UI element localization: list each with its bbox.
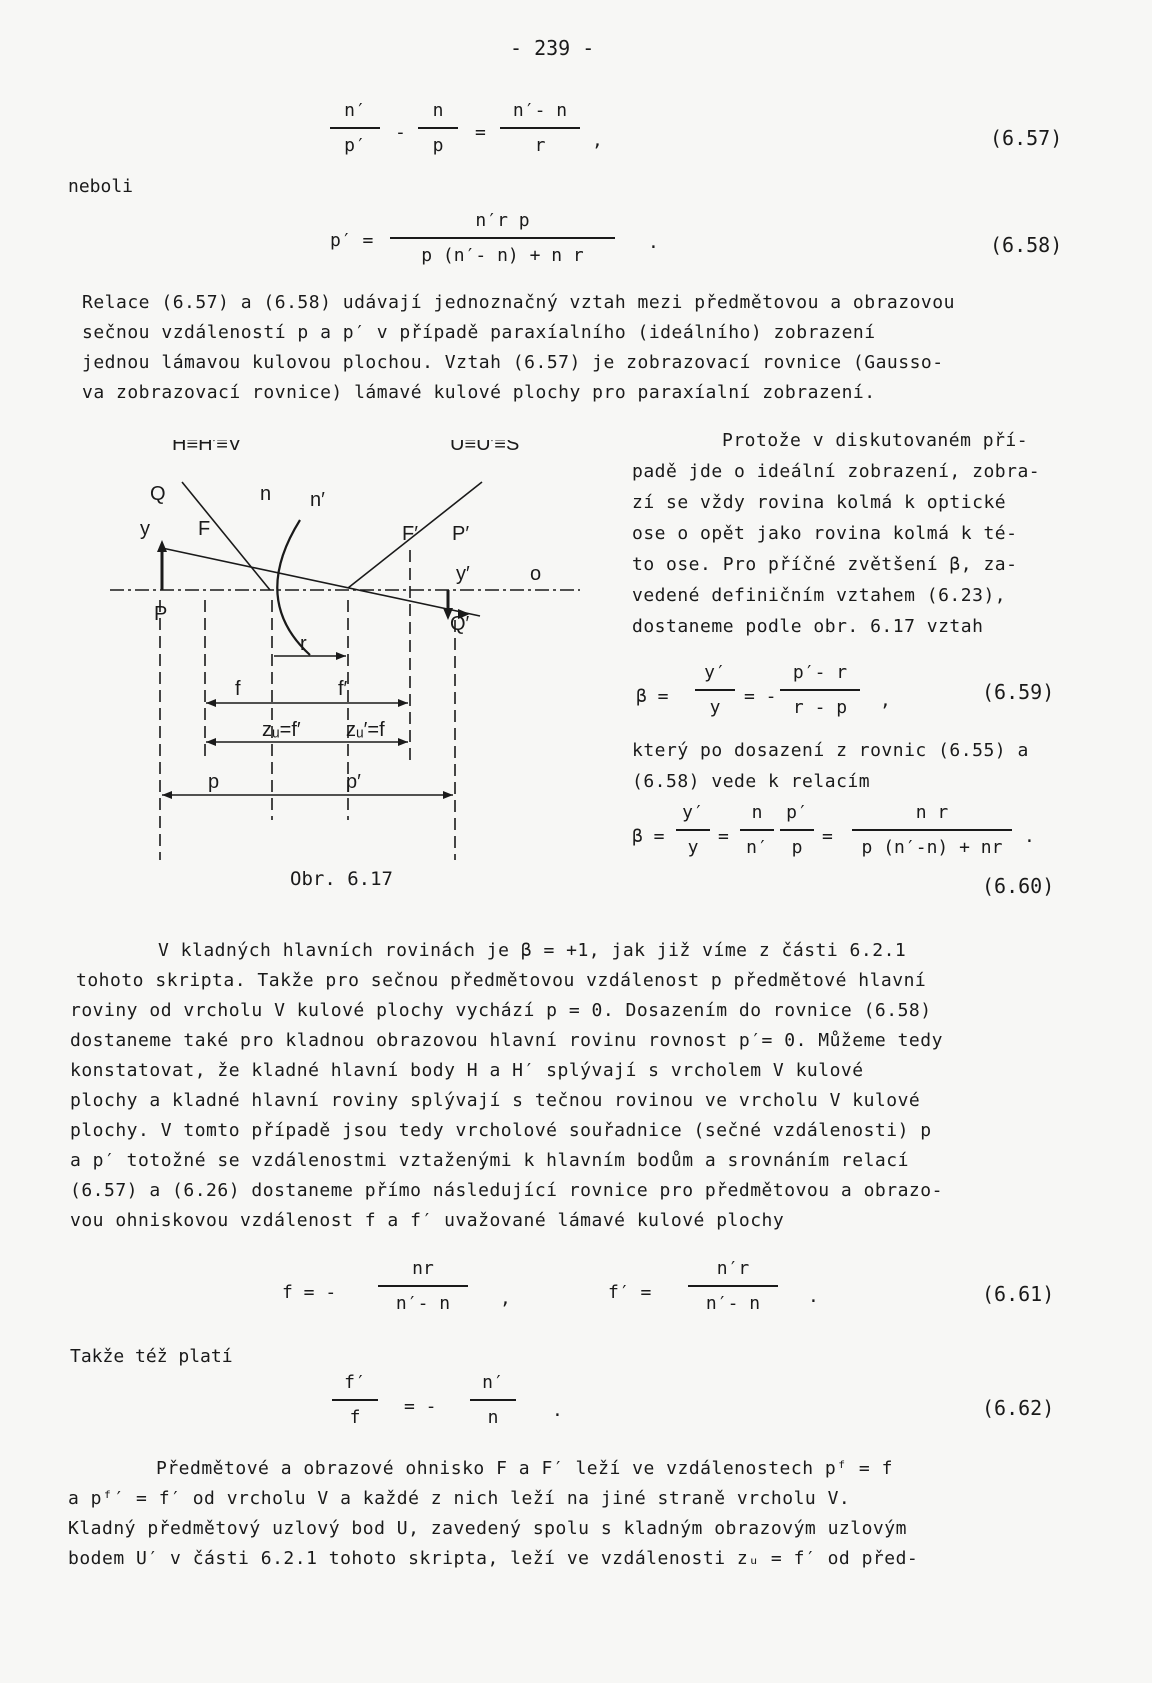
svg-text:n: n — [260, 483, 272, 505]
svg-text:P′: P′ — [452, 523, 470, 545]
svg-text:P: P — [154, 603, 168, 625]
takze-text: Takže též platí — [70, 1346, 233, 1367]
fraction-n-prime-p-prime: n′ p′ — [330, 100, 380, 156]
svg-text:y: y — [140, 518, 150, 540]
svg-text:Q: Q — [150, 483, 166, 505]
equation-number: (6.61) — [982, 1282, 1055, 1306]
equation-number: (6.60) — [982, 874, 1055, 898]
svg-text:F′: F′ — [402, 523, 418, 545]
ray-line — [162, 548, 480, 616]
leader-line-hhv — [182, 482, 270, 590]
figure-caption: Obr. 6.17 — [290, 868, 393, 890]
svg-text:zᵤ′=f: zᵤ′=f — [346, 719, 385, 741]
equation-number: (6.58) — [990, 233, 1063, 257]
equation-number: (6.59) — [982, 680, 1055, 704]
label-hhv: H≡H′≡V — [172, 440, 242, 455]
svg-text:r: r — [300, 633, 307, 655]
optics-diagram — [110, 440, 590, 900]
svg-text:f: f — [235, 678, 241, 700]
equation-number: (6.57) — [990, 126, 1063, 150]
svg-text:p: p — [208, 771, 220, 793]
figure-6-17 — [110, 440, 590, 900]
svg-text:Q′: Q′ — [450, 613, 470, 635]
svg-text:o: o — [530, 563, 542, 585]
neboli-text: neboli — [68, 176, 134, 197]
svg-text:f′: f′ — [338, 678, 348, 700]
svg-text:n′: n′ — [310, 489, 325, 511]
svg-text:p′: p′ — [346, 771, 361, 793]
svg-text:y′: y′ — [456, 563, 470, 585]
svg-text:F: F — [198, 518, 211, 540]
page-number: - 239 - — [510, 36, 595, 60]
svg-text:zᵤ=f′: zᵤ=f′ — [262, 719, 301, 741]
label-uus: U≡U′≡S — [450, 440, 520, 455]
equation-number: (6.62) — [982, 1396, 1055, 1420]
